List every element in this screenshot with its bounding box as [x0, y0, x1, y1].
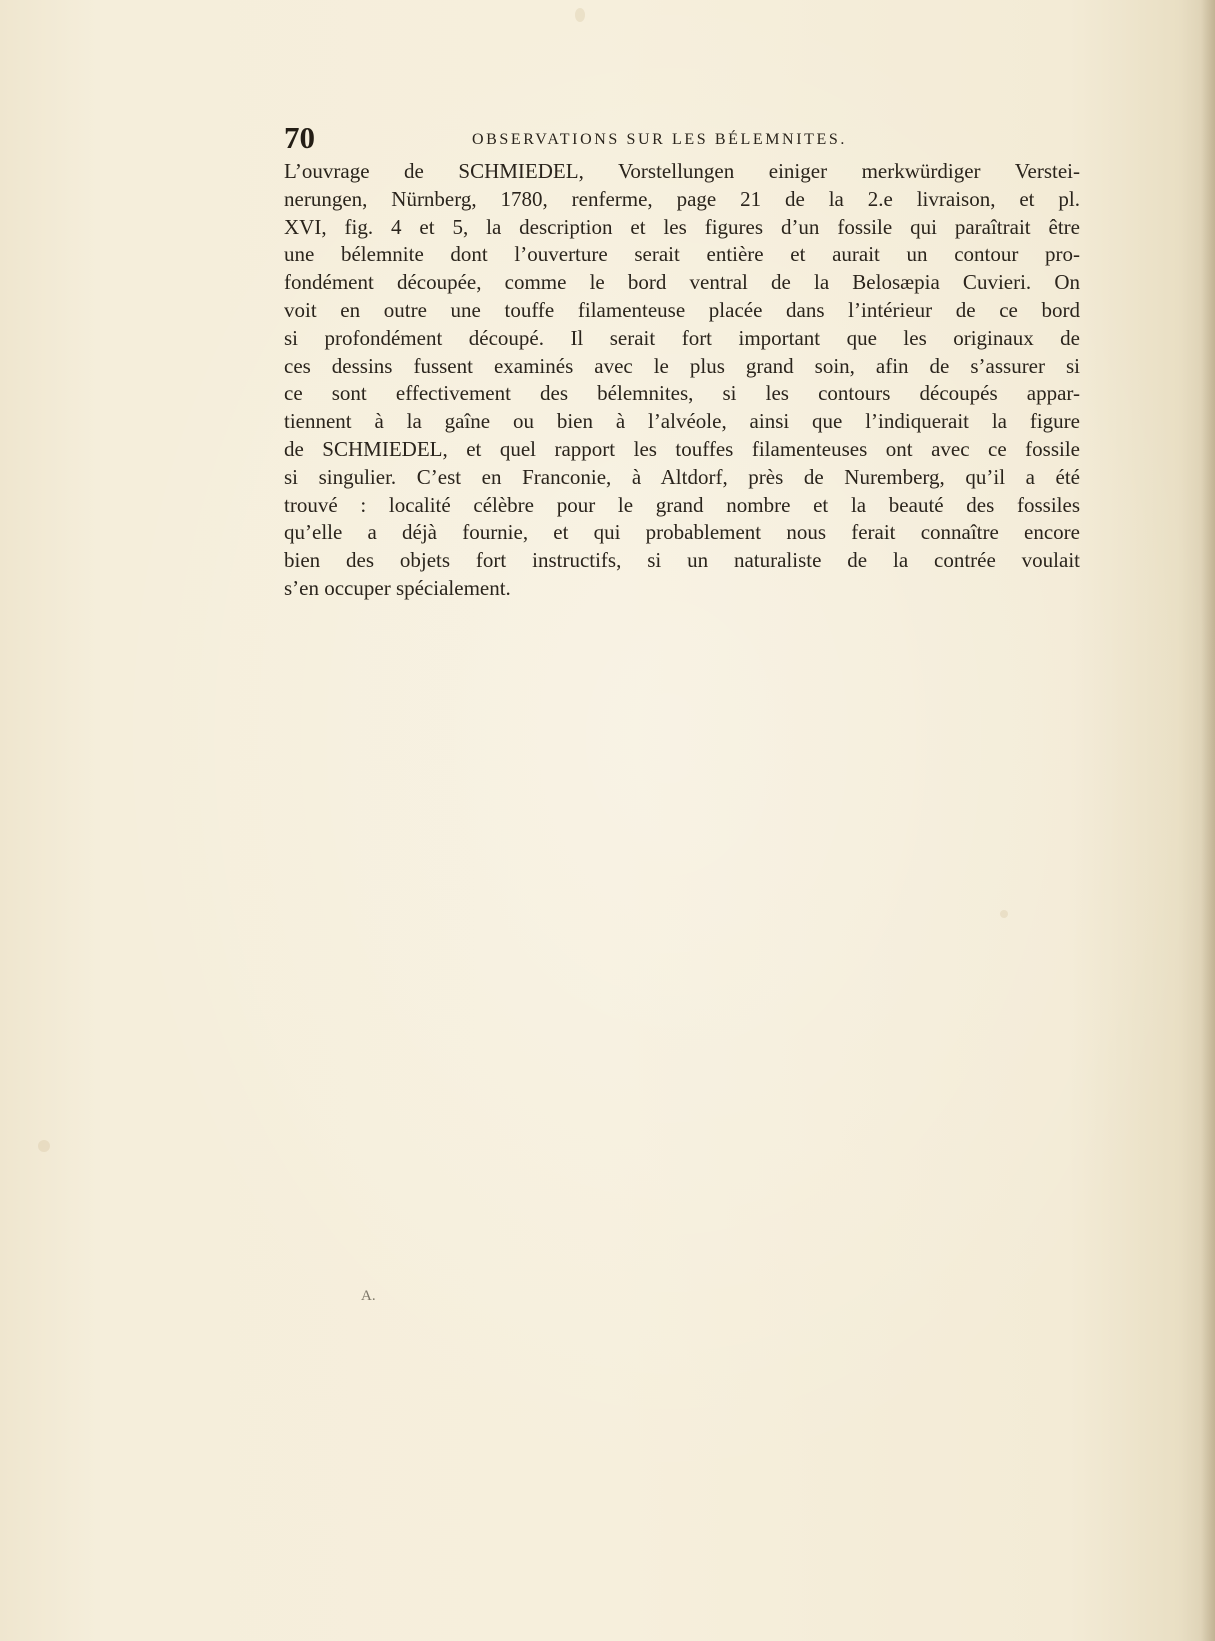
- paper-spot: [575, 8, 585, 22]
- paper-spot: [1000, 910, 1008, 918]
- text-line: ce sont effectivement des bélemnites, si les contours découpés appar-: [284, 381, 1080, 406]
- text-line: trouvé : localité célèbre pour le grand nombre et la beauté des fossiles: [284, 492, 1080, 517]
- text-line: tiennent à la gaîne ou bien à l’alvéole, ainsi que l’indiquerait la figure: [284, 409, 1080, 434]
- signature-mark: A.: [361, 1288, 376, 1304]
- text-line: XVI, fig. 4 et 5, la description et les figures d’un fossile qui paraîtrait être: [284, 214, 1080, 239]
- text-line: si profondément découpé. Il serait fort important que les originaux de: [284, 325, 1080, 350]
- text-line: si singulier. C’est en Franconie, à Altdorf, près de Nuremberg, qu’il a été: [284, 464, 1080, 489]
- text-line: nerungen, Nürnberg, 1780, renferme, page 21 de la 2.e livraison, et pl.: [284, 186, 1080, 211]
- running-title: OBSERVATIONS SUR LES BÉLEMNITES.: [472, 131, 847, 148]
- text-line: de SCHMIEDEL, et quel rapport les touffes filamenteuses ont avec ce fossile: [284, 436, 1080, 461]
- text-line: une bélemnite dont l’ouverture serait entière et aurait un contour pro-: [284, 242, 1080, 267]
- page-edge-shadow: [1201, 0, 1215, 1641]
- text-line: ces dessins fussent examinés avec le plus grand soin, afin de s’assurer si: [284, 353, 1080, 378]
- body-text: [284, 158, 1080, 603]
- page-header: [284, 120, 924, 156]
- paper-spot: [38, 1140, 50, 1152]
- text-line: L’ouvrage de SCHMIEDEL, Vorstellungen einiger merkwürdiger Verstei-: [284, 159, 1080, 183]
- text-line: bien des objets fort instructifs, si un naturaliste de la contrée voulait: [284, 548, 1080, 573]
- text-line: s’en occuper spécialement.: [284, 575, 511, 600]
- text-line: fondément découpée, comme le bord ventral de la Belosæpia Cuvieri. On: [284, 270, 1080, 295]
- text-line: qu’elle a déjà fournie, et qui probablement nous ferait connaître encore: [284, 520, 1080, 545]
- page-number: 70: [284, 120, 315, 155]
- text-line: voit en outre une touffe filamenteuse placée dans l’intérieur de ce bord: [284, 297, 1080, 322]
